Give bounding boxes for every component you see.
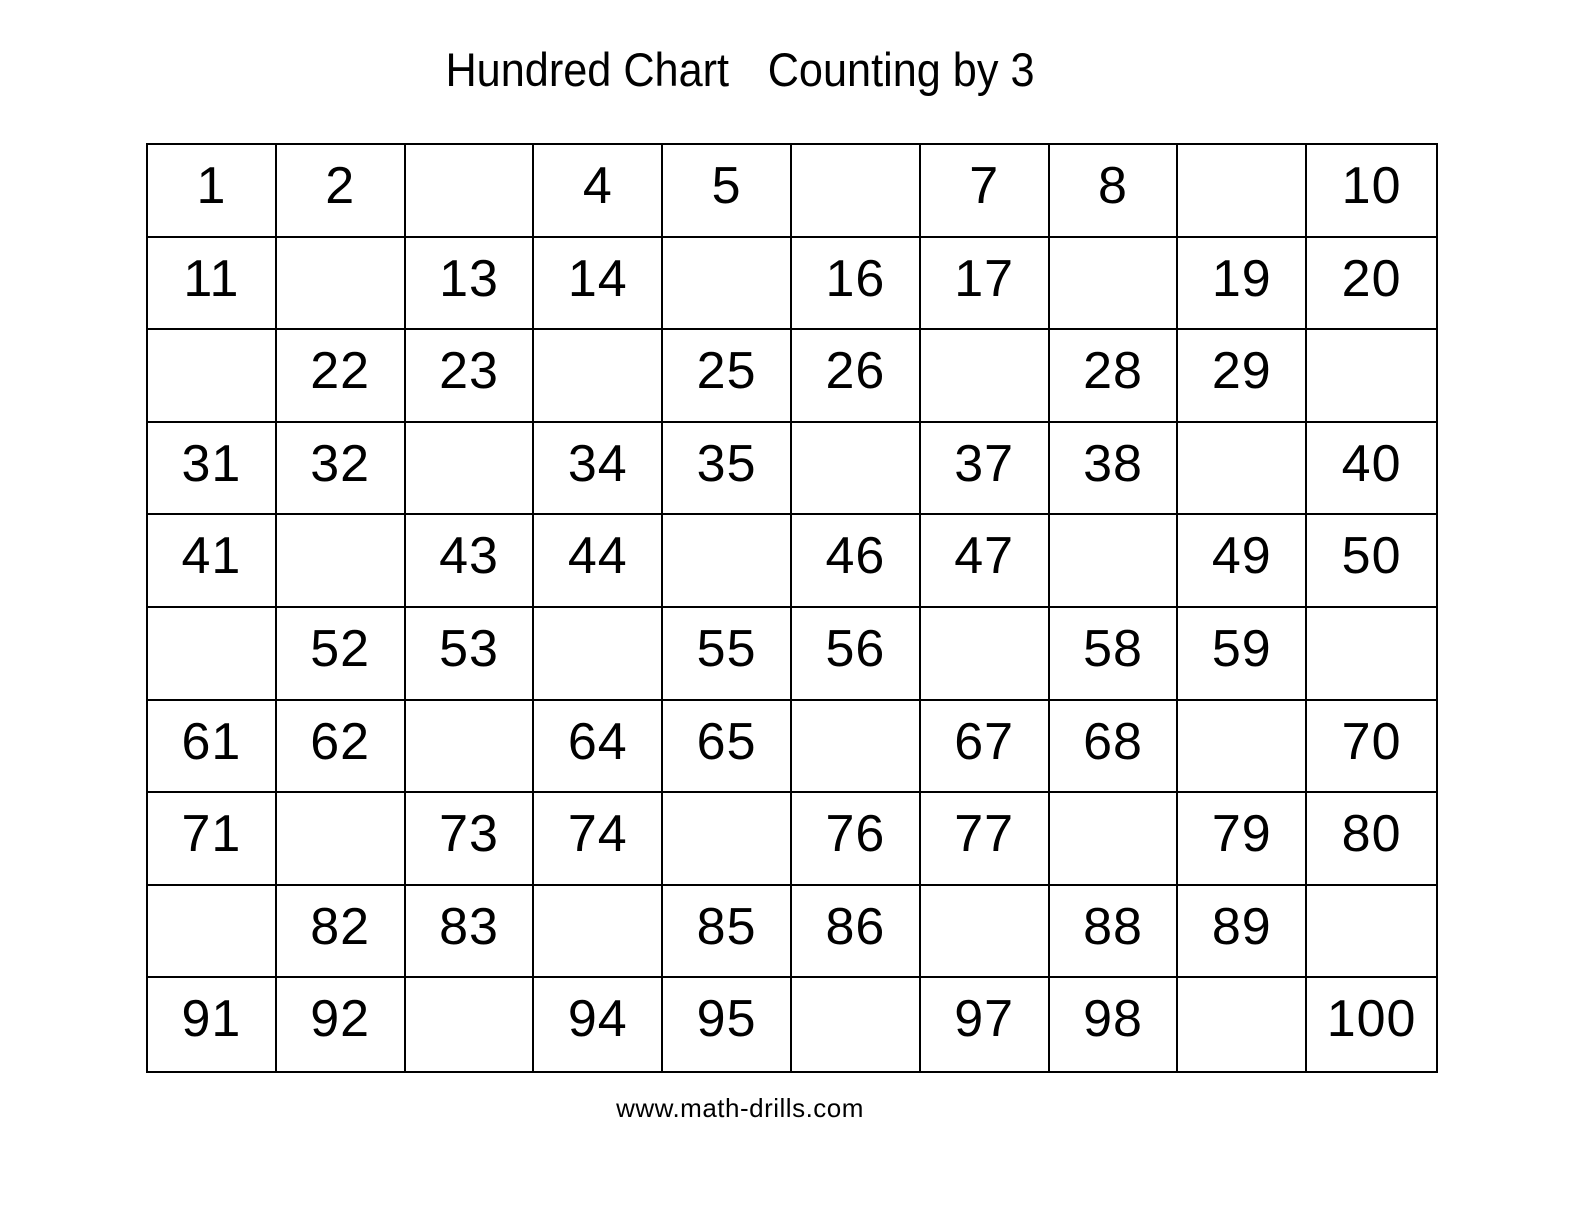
grid-cell-58: 58 <box>1050 608 1179 701</box>
page-title-part1: Hundred Chart <box>445 43 730 96</box>
grid-cell-91: 91 <box>148 978 277 1071</box>
grid-cell-65: 65 <box>663 701 792 794</box>
grid-cell-88: 88 <box>1050 886 1179 979</box>
grid-cell-19: 19 <box>1178 238 1307 331</box>
grid-cell-25: 25 <box>663 330 792 423</box>
grid-cell-8: 8 <box>1050 145 1179 238</box>
grid-cell-67: 67 <box>921 701 1050 794</box>
grid-cell-blank <box>663 515 792 608</box>
grid-cell-10: 10 <box>1307 145 1436 238</box>
grid-cell-100: 100 <box>1326 990 1417 1049</box>
grid-cell-37: 37 <box>921 423 1050 516</box>
grid-cell-73: 73 <box>406 793 535 886</box>
grid-cell-29: 29 <box>1178 330 1307 423</box>
grid-cell-31: 31 <box>148 423 277 516</box>
grid-cell-blank <box>277 515 406 608</box>
grid-cell-62: 62 <box>277 701 406 794</box>
grid-cell-blank <box>921 886 1050 979</box>
grid-cell-blank <box>406 423 535 516</box>
grid-cell-56: 56 <box>792 608 921 701</box>
grid-cell-blank <box>406 145 535 238</box>
grid-cell-16: 16 <box>792 238 921 331</box>
grid-cell-blank <box>663 238 792 331</box>
grid-cell-11: 11 <box>148 238 277 331</box>
grid-cell-blank <box>792 978 921 1071</box>
grid-cell-85: 85 <box>663 886 792 979</box>
grid-cell-77: 77 <box>921 793 1050 886</box>
grid-cell-blank <box>534 608 663 701</box>
grid-cell-blank <box>534 330 663 423</box>
grid-cell-blank <box>406 978 535 1071</box>
grid-cell-20: 20 <box>1307 238 1436 331</box>
grid-cell-blank <box>921 330 1050 423</box>
grid-cell-32: 32 <box>277 423 406 516</box>
grid-cell-97: 97 <box>921 978 1050 1071</box>
grid-cell-blank <box>1178 423 1307 516</box>
grid-cell-52: 52 <box>277 608 406 701</box>
grid-cell-blank <box>1050 238 1179 331</box>
grid-cell-35: 35 <box>663 423 792 516</box>
grid-cell-26: 26 <box>792 330 921 423</box>
grid-cell-17: 17 <box>921 238 1050 331</box>
grid-cell-82: 82 <box>277 886 406 979</box>
grid-cell-blank <box>1050 515 1179 608</box>
grid-cell-89: 89 <box>1178 886 1307 979</box>
grid-cell-92: 92 <box>277 978 406 1071</box>
grid-cell-blank <box>1307 608 1436 701</box>
footer-url: www.math-drills.com <box>616 1093 864 1123</box>
grid-cell-41: 41 <box>148 515 277 608</box>
grid-cell-38: 38 <box>1050 423 1179 516</box>
grid-cell-43: 43 <box>406 515 535 608</box>
grid-cell-blank <box>406 701 535 794</box>
grid-cell-blank <box>663 793 792 886</box>
grid-cell-2: 2 <box>277 145 406 238</box>
grid-cell-blank <box>1178 978 1307 1071</box>
grid-cell-49: 49 <box>1178 515 1307 608</box>
grid-cell-55: 55 <box>663 608 792 701</box>
grid-cell-95: 95 <box>663 978 792 1071</box>
page-title <box>59 42 1421 97</box>
grid-cell-74: 74 <box>534 793 663 886</box>
grid-cell-blank <box>1050 793 1179 886</box>
grid-cell-71: 71 <box>148 793 277 886</box>
grid-cell-44: 44 <box>534 515 663 608</box>
grid-cell-blank <box>148 330 277 423</box>
grid-cell-blank <box>792 145 921 238</box>
grid-cell-22: 22 <box>277 330 406 423</box>
grid-cell-47: 47 <box>921 515 1050 608</box>
grid-cell-53: 53 <box>406 608 535 701</box>
grid-cell-blank <box>1178 701 1307 794</box>
grid-cell-blank <box>1307 886 1436 979</box>
grid-cell-1: 1 <box>148 145 277 238</box>
grid-cell-blank <box>1307 330 1436 423</box>
grid-cell-blank <box>921 608 1050 701</box>
grid-cell-94: 94 <box>534 978 663 1071</box>
grid-cell-83: 83 <box>406 886 535 979</box>
grid-cell-86: 86 <box>792 886 921 979</box>
grid-cell-50: 50 <box>1307 515 1436 608</box>
grid-cell-blank <box>792 701 921 794</box>
grid-cell-79: 79 <box>1178 793 1307 886</box>
grid-cell-7: 7 <box>921 145 1050 238</box>
grid-cell-14: 14 <box>534 238 663 331</box>
grid-cell-blank <box>792 423 921 516</box>
grid-cell-76: 76 <box>792 793 921 886</box>
grid-cell-46: 46 <box>792 515 921 608</box>
grid-cell-40: 40 <box>1307 423 1436 516</box>
page-title-part2: Counting by 3 <box>767 43 1035 96</box>
grid-cell-blank <box>277 238 406 331</box>
grid-cell-blank <box>148 886 277 979</box>
grid-cell-blank <box>148 608 277 701</box>
grid-cell-blank <box>277 793 406 886</box>
grid-cell-28: 28 <box>1050 330 1179 423</box>
grid-cell-23: 23 <box>406 330 535 423</box>
grid-cell-68: 68 <box>1050 701 1179 794</box>
hundred-chart-grid <box>146 143 1438 1073</box>
grid-cell-13: 13 <box>406 238 535 331</box>
grid-cell-61: 61 <box>148 701 277 794</box>
grid-cell-80: 80 <box>1307 793 1436 886</box>
grid-cell-98: 98 <box>1050 978 1179 1071</box>
grid-cell-34: 34 <box>534 423 663 516</box>
grid-cell-64: 64 <box>534 701 663 794</box>
grid-cell-blank <box>534 886 663 979</box>
grid-cell-blank <box>1178 145 1307 238</box>
grid-cell-5: 5 <box>663 145 792 238</box>
grid-cell-4: 4 <box>534 145 663 238</box>
grid-cell-59: 59 <box>1178 608 1307 701</box>
grid-cell-70: 70 <box>1307 701 1436 794</box>
